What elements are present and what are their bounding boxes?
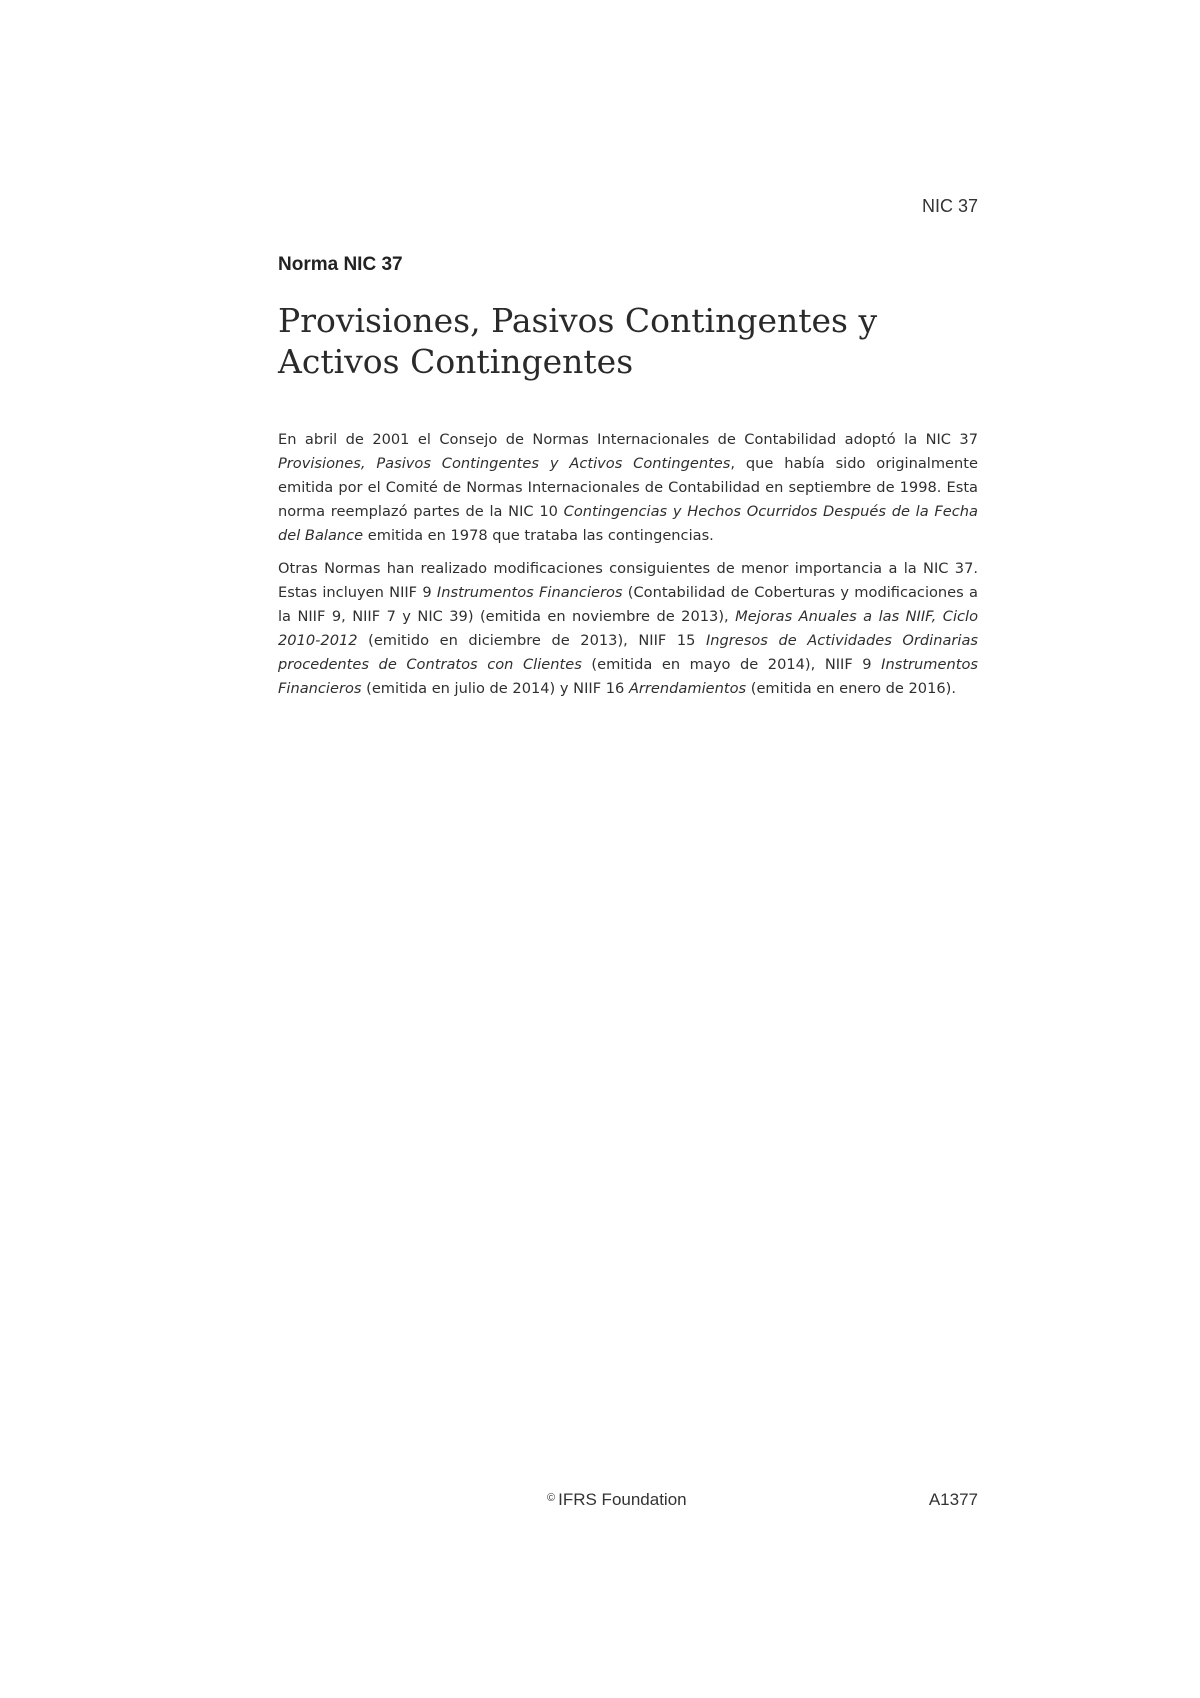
text-run: (emitida en enero de 2016). <box>746 680 956 697</box>
italic-standard-title: Contingencias y Hechos Ocurridos Después de la Fecha del Balance <box>278 503 978 544</box>
text-run: En abril de 2001 el Consejo de Normas Internacionales de Contabilidad adoptó la NIC 37 <box>278 431 978 448</box>
document-title: Provisiones, Pasivos Contingentes y Activos Contingentes <box>278 301 878 381</box>
italic-standard-title: Ingresos de Actividades Ordinarias procedentes de Contratos con Clientes <box>278 632 978 673</box>
running-header: NIC 37 <box>921 196 978 216</box>
footer-copyright <box>547 1490 687 1510</box>
body-text <box>278 428 978 710</box>
paragraph-amendments <box>278 557 978 701</box>
italic-standard-title: Arrendamientos <box>628 680 747 697</box>
italic-standard-title: Instrumentos Financieros <box>278 656 978 697</box>
text-run: emitida en 1978 que trataba las contingencias. <box>363 527 714 544</box>
text-run: (emitida en julio de 2014) y NIIF 16 <box>361 680 629 697</box>
paragraph-adoption <box>278 428 978 548</box>
italic-standard-title: Mejoras Anuales a las NIIF, Ciclo 2010-2012 <box>278 608 979 649</box>
italic-standard-title: Provisiones, Pasivos Contingentes y Activos Contingentes <box>278 455 731 472</box>
text-run: , que había sido originalmente emitida por el Comité de Normas Internacionales de Contabilidad en septiembre de 1998. Esta norma reemplazó partes de la NIC 10 <box>278 455 978 520</box>
italic-standard-title: Instrumentos Financieros <box>436 584 623 601</box>
text-run: (emitido en diciembre de 2013), NIIF 15 <box>357 632 706 649</box>
standard-label: Norma NIC 37 <box>278 254 403 275</box>
copyright-symbol: © <box>547 1492 556 1504</box>
copyright-text: IFRS Foundation <box>558 1490 687 1509</box>
text-run: (Contabilidad de Coberturas y modificaciones a la NIIF 9, NIIF 7 y NIC 39) (emitida en noviembre de 2013), <box>278 584 978 625</box>
text-run: (emitida en mayo de 2014), NIIF 9 <box>581 656 882 673</box>
text-run: Otras Normas han realizado modificaciones consiguientes de menor importancia a la NIC 37. Estas incluyen NIIF 9 <box>278 560 978 601</box>
page-number: A1377 <box>928 1490 978 1509</box>
